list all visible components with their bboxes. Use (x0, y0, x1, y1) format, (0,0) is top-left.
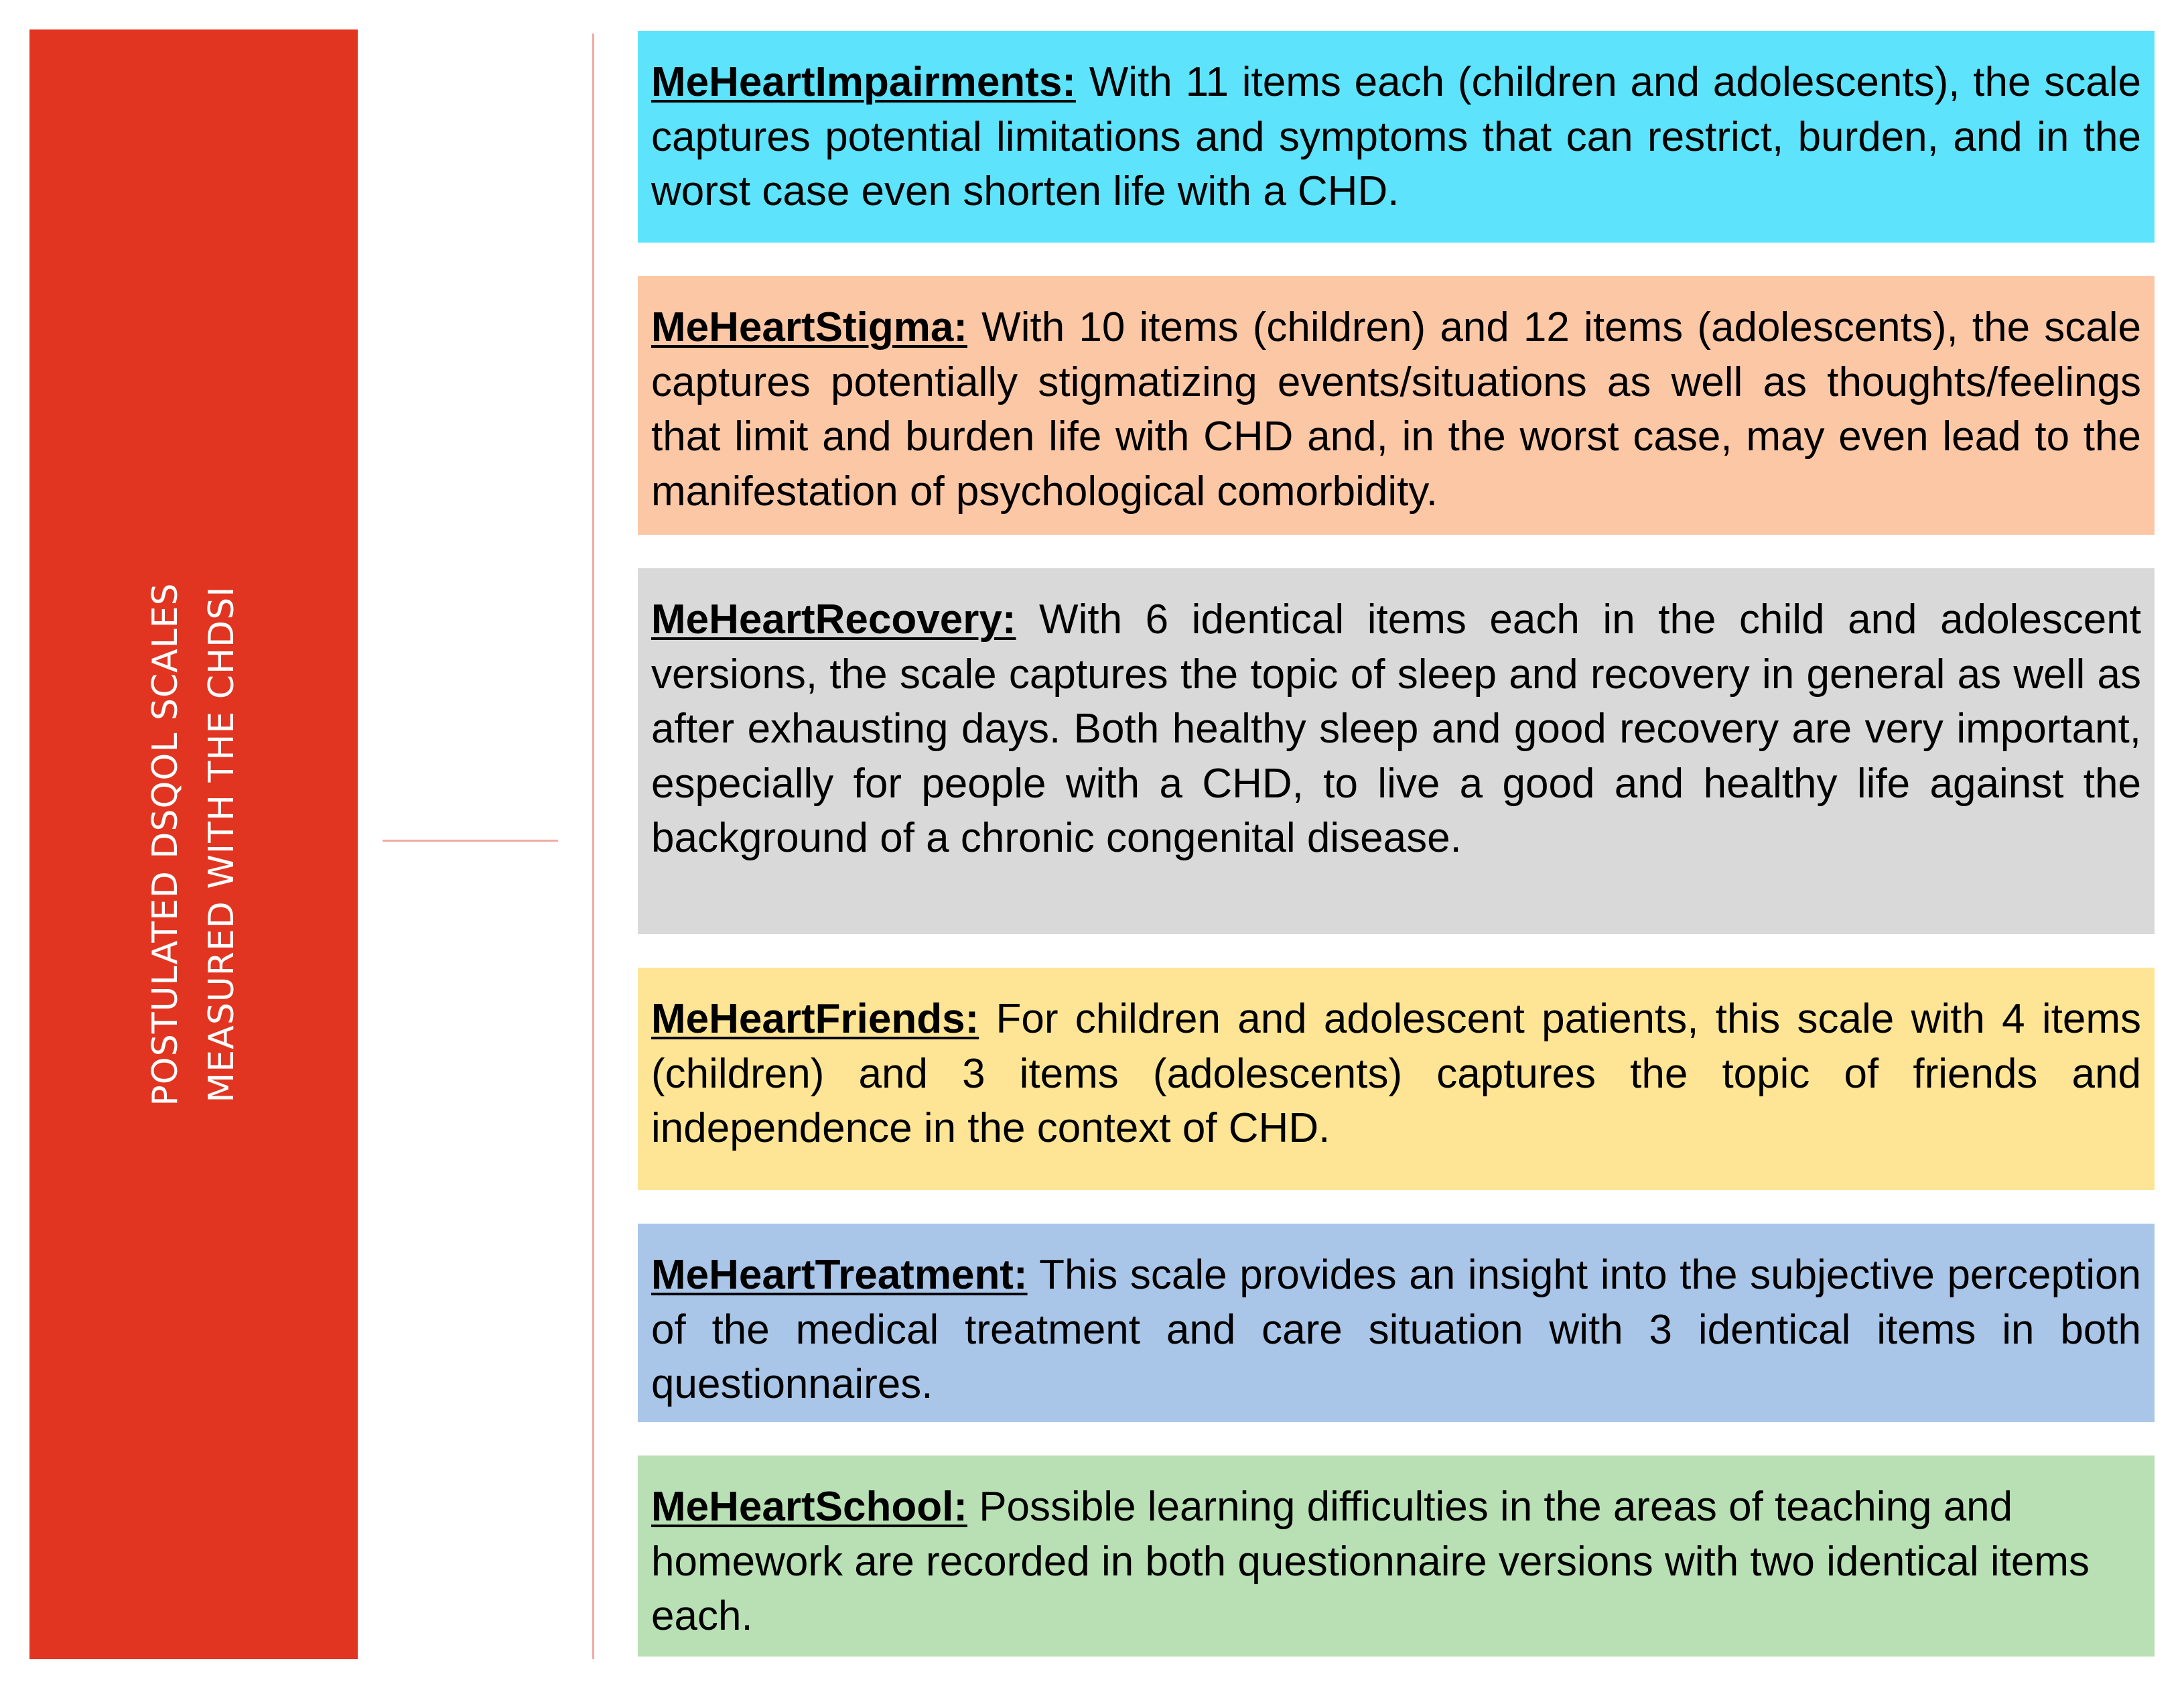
scale-name-treatment: MeHeartTreatment: (651, 1252, 1028, 1298)
bracket-line (592, 34, 594, 1659)
scale-text-recovery: With 6 identical items each in the child and adolescent versions, the scale captures the topic of sleep and recovery in general as well as after exhausting days. Both healthy sleep and good recovery are very important, especially for people with a CHD, to live a good and healthy life against the background of a chronic congenital disease. (651, 596, 2141, 861)
scale-name-friends: MeHeartFriends: (651, 996, 979, 1042)
scale-box-friends (638, 968, 2155, 1190)
scale-text-treatment: This scale provides an insight into the subjective perception of the medical treatment and care situation with 3 identical items in both questionnaires. (651, 1252, 2141, 1407)
scale-box-treatment (638, 1224, 2155, 1422)
scale-text-school: Possible learning difficulties in the areas of teaching and homework are recorded in both questionnaire versions with two identical items each. (651, 1484, 2090, 1639)
scale-text-stigma: With 10 items (children) and 12 items (adolescents), the scale captures potentially stigmatizing events/situations as well as thoughts/feelings that limit and burden life with CHD and, in the worst case, may even lead to the manifestation of psychological comorbidity. (651, 304, 2141, 515)
scale-text-impairments: With 11 items each (children and adolescents), the scale captures potential limitations and symptoms that can restrict, burden, and in the worst case even shorten life with a CHD. (651, 59, 2142, 214)
title-line-1: POSTULATED DSQOL SCALES (145, 582, 186, 1106)
scale-name-stigma: MeHeartStigma: (651, 304, 967, 350)
scale-box-stigma (638, 276, 2155, 535)
scale-name-school: MeHeartSchool: (651, 1484, 967, 1530)
scale-box-impairments (638, 31, 2155, 243)
scale-box-recovery (638, 568, 2155, 934)
scale-name-impairments: MeHeartImpairments: (651, 59, 1076, 105)
scale-name-recovery: MeHeartRecovery: (651, 596, 1016, 643)
title-label (137, 476, 250, 1213)
scale-text-friends: For children and adolescent patients, this scale with 4 items (children) and 3 items (adolescents) captures the topic of friends and independence in the context of CHD. (651, 996, 2141, 1151)
connector-line (383, 840, 558, 842)
scale-box-school (638, 1455, 2155, 1657)
title-line-2: MEASURED WITH THE CHDSI (202, 586, 242, 1103)
